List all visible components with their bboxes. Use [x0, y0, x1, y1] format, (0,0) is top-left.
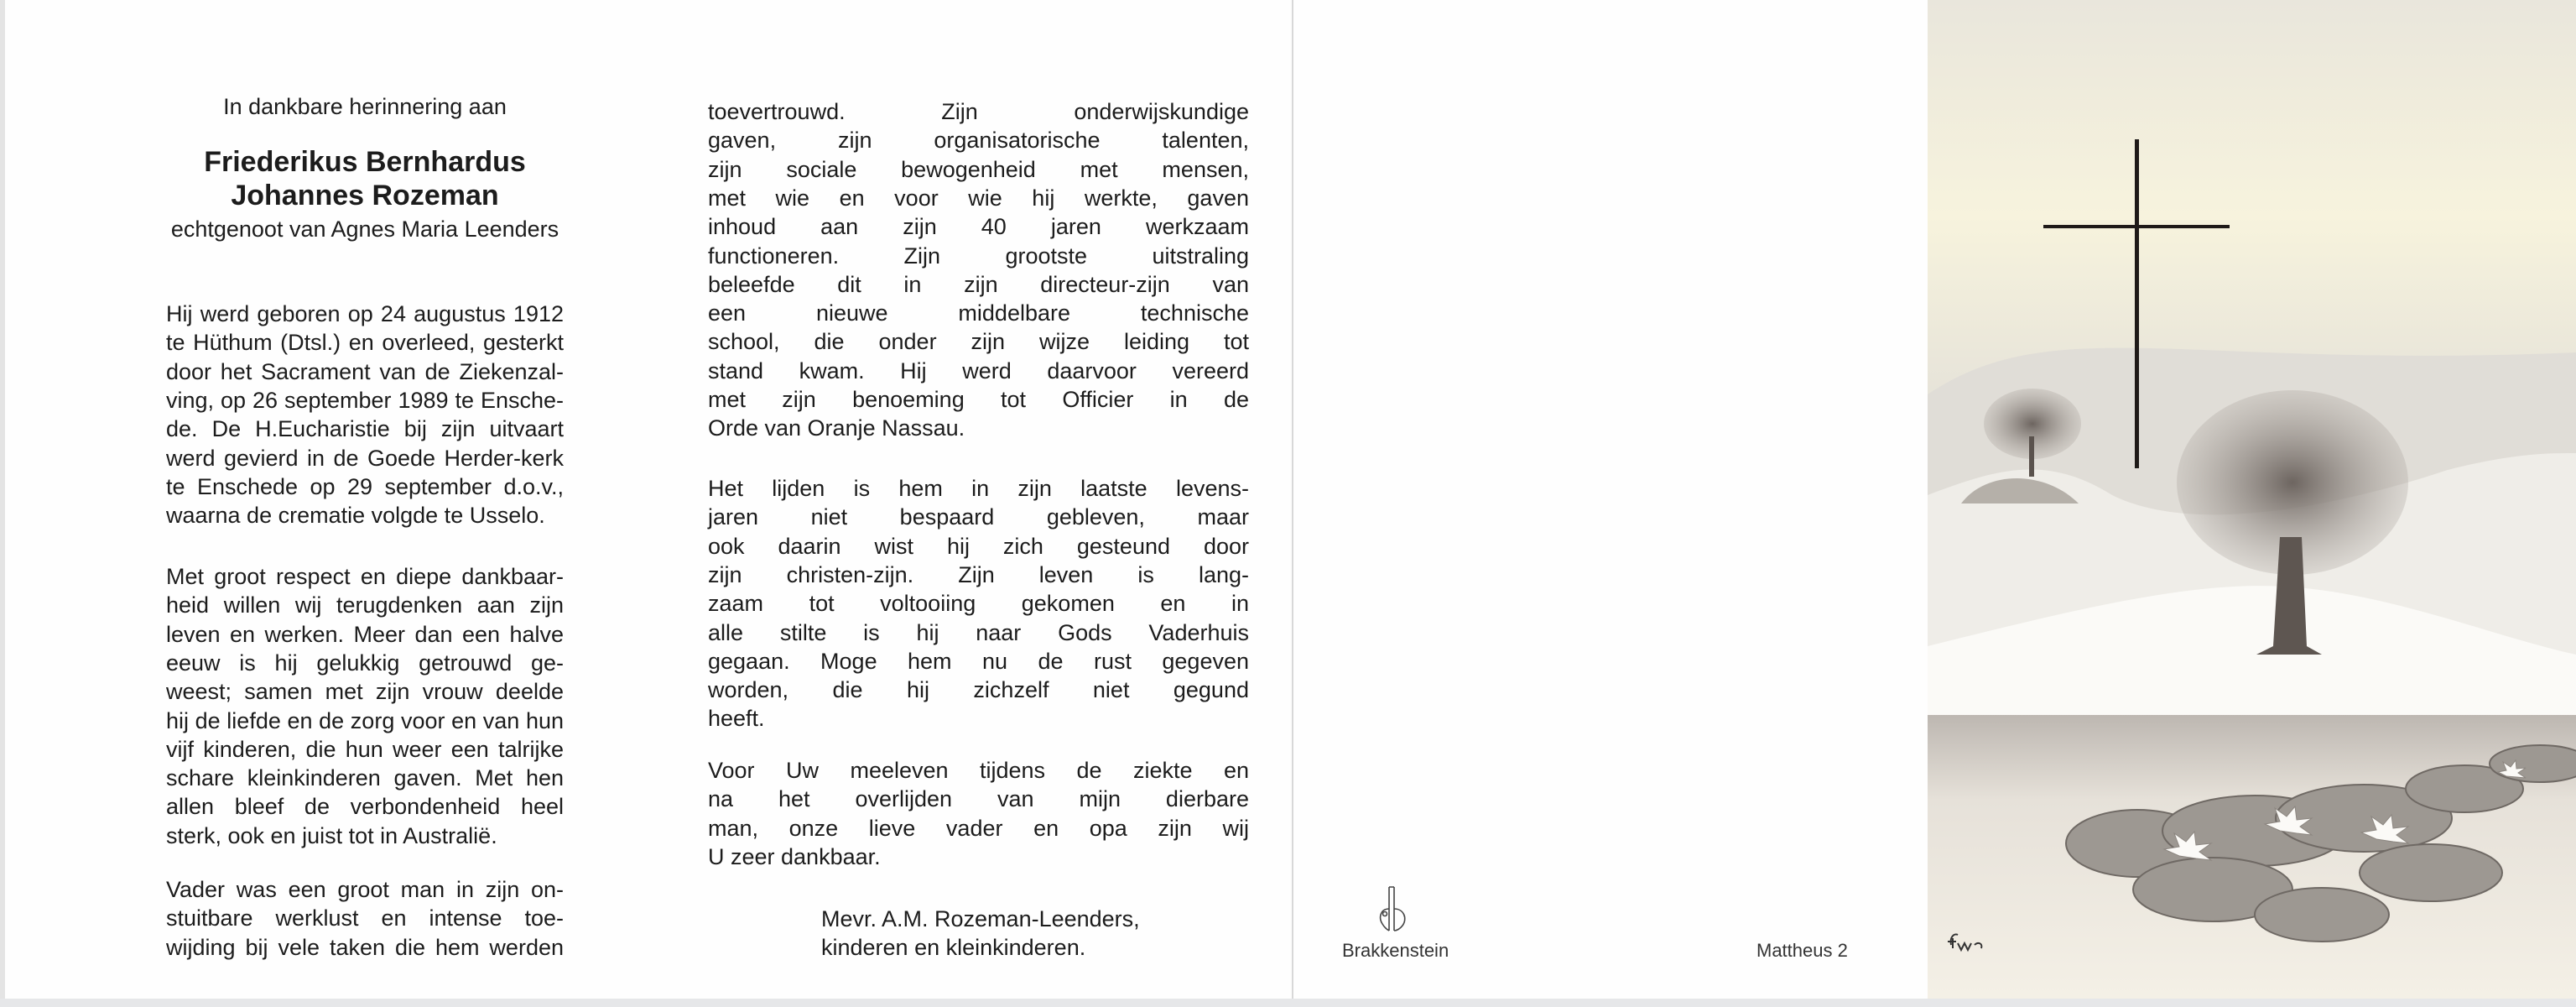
text-line: weest; samen met zijn vrouw deelde — [166, 679, 564, 705]
text-line: na het overlijden van mijn dierbare — [708, 786, 1249, 812]
text-line: jaren niet bespaard gebleven, maar — [708, 504, 1249, 530]
text-line: Vader was een groot man in zijn on- — [166, 877, 564, 902]
text-line: allen bleef de verbondenheid heel — [166, 794, 564, 820]
text-line: zaam tot voltooiing gekomen en in — [708, 591, 1249, 617]
text-line: Hij werd geboren op 24 augustus 1912 — [166, 301, 564, 326]
text-line: ook daarin wist hij zich gesteund door — [708, 533, 1249, 559]
text-line: heid willen wij terugdenken aan zijn — [166, 592, 564, 618]
text-line: Orde van Oranje Nassau. — [708, 415, 965, 441]
text-line: stuitbare werklust en intense toe- — [166, 905, 564, 931]
memorial-card-inner — [0, 0, 1290, 999]
text-line: schare kleinkinderen gaven. Met hen — [166, 765, 564, 791]
text-line: beleefde dit in zijn directeur-zijn van — [708, 271, 1249, 297]
text-line: hij de liefde en de zorg voor en van hun — [166, 707, 564, 733]
text-line: ving, op 26 september 1989 te Ensche- — [166, 387, 564, 413]
text-line: de. De H.Eucharistie bij zijn uitvaart — [166, 416, 564, 442]
deceased-name-line2: Johannes Rozeman — [231, 180, 499, 211]
text-line: door het Sacrament van de Ziekenzal- — [166, 358, 564, 384]
text-line: Voor Uw meeleven tijdens de ziekte en — [708, 758, 1249, 783]
text-line: alle stilte is hij naar Gods Vaderhuis — [708, 619, 1249, 645]
publisher-name: Brakkenstein — [1342, 940, 1449, 961]
text-line: eeuw is hij gelukkig getrouwd ge- — [166, 650, 564, 676]
text-line: Het lijden is hem in zijn laatste levens- — [708, 476, 1249, 501]
brakkenstein-logo-icon — [1376, 885, 1409, 932]
text-line: met zijn benoeming tot Officier in de — [708, 387, 1249, 412]
text-line: waarna de crematie volgde te Usselo. — [166, 503, 545, 529]
landscape-illustration — [1928, 0, 2576, 999]
deceased-name-line1: Friederikus Bernhardus — [204, 146, 526, 178]
text-line: functioneren. Zijn grootste uitstraling — [708, 243, 1249, 269]
text-line: te Hüthum (Dtsl.) en overleed, gesterkt — [166, 330, 564, 356]
text-line: leven en werken. Meer dan een halve — [166, 621, 564, 647]
text-line: gaven, zijn organisatorische talenten, — [708, 128, 1249, 154]
text-line: werd gevierd in de Goede Herder-kerk — [166, 445, 564, 471]
intro-text: In dankbare herinnering aan — [223, 94, 507, 119]
spouse-text: echtgenoot van Agnes Maria Leenders — [170, 217, 559, 242]
signature-line2: kinderen en kleinkinderen. — [821, 935, 1086, 960]
text-line: met wie en voor wie hij werkte, gaven — [708, 185, 1249, 211]
text-line: U zeer dankbaar. — [708, 843, 881, 869]
text-line: sterk, ook en juist tot in Australië. — [166, 822, 497, 848]
text-line: een nieuwe middelbare technische — [708, 300, 1249, 326]
scan-bottom-edge — [0, 999, 2576, 1007]
text-line: wijding bij vele taken die hem werden — [166, 934, 564, 960]
text-line: zijn christen-zijn. Zijn leven is lang- — [708, 561, 1249, 587]
text-line: toevertrouwd. Zijn onderwijskundige — [708, 99, 1249, 124]
text-line: worden, die hij zichzelf niet gegund — [708, 677, 1249, 703]
text-line: vijf kinderen, die hun weer een talrijke — [166, 736, 564, 762]
text-line: inhoud aan zijn 40 jaren werkzaam — [708, 214, 1249, 240]
text-line: gegaan. Moge hem nu de rust gegeven — [708, 648, 1249, 674]
text-line: man, onze lieve vader en opa zijn wij — [708, 815, 1249, 841]
text-line: Met groot respect en diepe dankbaar- — [166, 564, 564, 589]
text-line: stand kwam. Hij werd daarvoor vereerd — [708, 357, 1249, 383]
text-line: zijn sociale bewogenheid met mensen, — [708, 156, 1249, 182]
text-line: heeft. — [708, 706, 765, 732]
bible-verse-reference: Mattheus 2 — [1756, 940, 1848, 961]
signature-line1: Mevr. A.M. Rozeman-Leenders, — [821, 906, 1140, 931]
text-line: school, die onder zijn wijze leiding tot — [708, 329, 1249, 355]
text-line: te Enschede op 29 september d.o.v., — [166, 473, 564, 499]
